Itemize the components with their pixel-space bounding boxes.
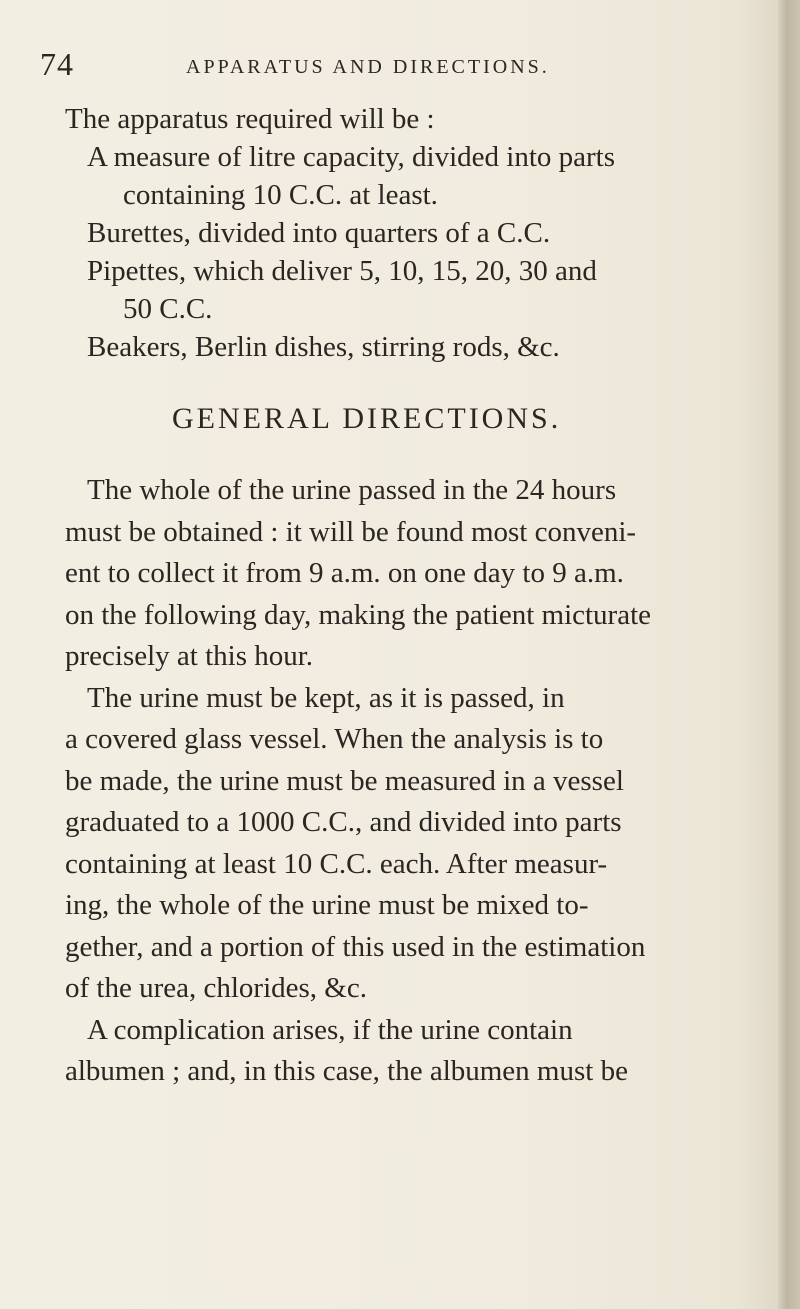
apparatus-item-measure-cont: containing 10 C.C. at least. [123, 179, 438, 211]
paragraph-line: graduated to a 1000 C.C., and divided into parts [65, 806, 622, 838]
paragraph-line: of the urea, chlorides, &c. [65, 972, 367, 1004]
paragraph-line: The urine must be kept, as it is passed, in [87, 681, 565, 714]
paragraph-line: The whole of the urine passed in the 24 hours [87, 474, 617, 506]
apparatus-item-beakers: Beakers, Berlin dishes, stirring rods, &c. [87, 331, 560, 363]
page-number: 74 [40, 46, 74, 82]
apparatus-item-pipettes-cont: 50 C.C. [123, 293, 213, 325]
page-header [40, 46, 780, 86]
page-gutter-shadow [778, 0, 800, 1309]
apparatus-intro: The apparatus required will be : [65, 103, 435, 135]
paragraph-line: ent to collect it from 9 a.m. on one day to 9 a.m. [65, 557, 624, 589]
paragraph-albumen [65, 1010, 780, 1093]
apparatus-item-pipettes: Pipettes, which deliver 5, 10, 15, 20, 30 and [87, 255, 597, 287]
paragraph-line: gether, and a portion of this used in the estimation [65, 930, 646, 963]
running-head: APPARATUS AND DIRECTIONS. [186, 56, 550, 78]
paragraph-line: must be obtained : it will be found most conveni- [65, 515, 637, 548]
paragraph-line: be made, the urine must be measured in a vessel [65, 764, 624, 797]
paragraph-urine-storage [65, 678, 780, 1010]
apparatus-list [65, 100, 780, 366]
paragraph-line: precisely at this hour. [65, 640, 314, 672]
paragraph-line: on the following day, making the patient micturate [65, 598, 652, 631]
paragraph-line: a covered glass vessel. When the analysis is to [65, 723, 604, 755]
paragraph-line: albumen ; and, in this case, the albumen must be [65, 1055, 628, 1087]
apparatus-item-burettes: Burettes, divided into quarters of a C.C. [87, 217, 551, 249]
section-heading: GENERAL DIRECTIONS. [172, 402, 562, 435]
paragraph-line: A complication arises, if the urine contain [87, 1013, 573, 1046]
section-heading-block [65, 366, 780, 470]
paragraph-line: containing at least 10 C.C. each. After measur- [65, 847, 608, 880]
paragraph-line: ing, the whole of the urine must be mixed to- [65, 889, 589, 921]
page-body [65, 100, 780, 1093]
paragraph-urine-collection [65, 470, 780, 678]
apparatus-item-measure: A measure of litre capacity, divided into parts [87, 141, 616, 173]
